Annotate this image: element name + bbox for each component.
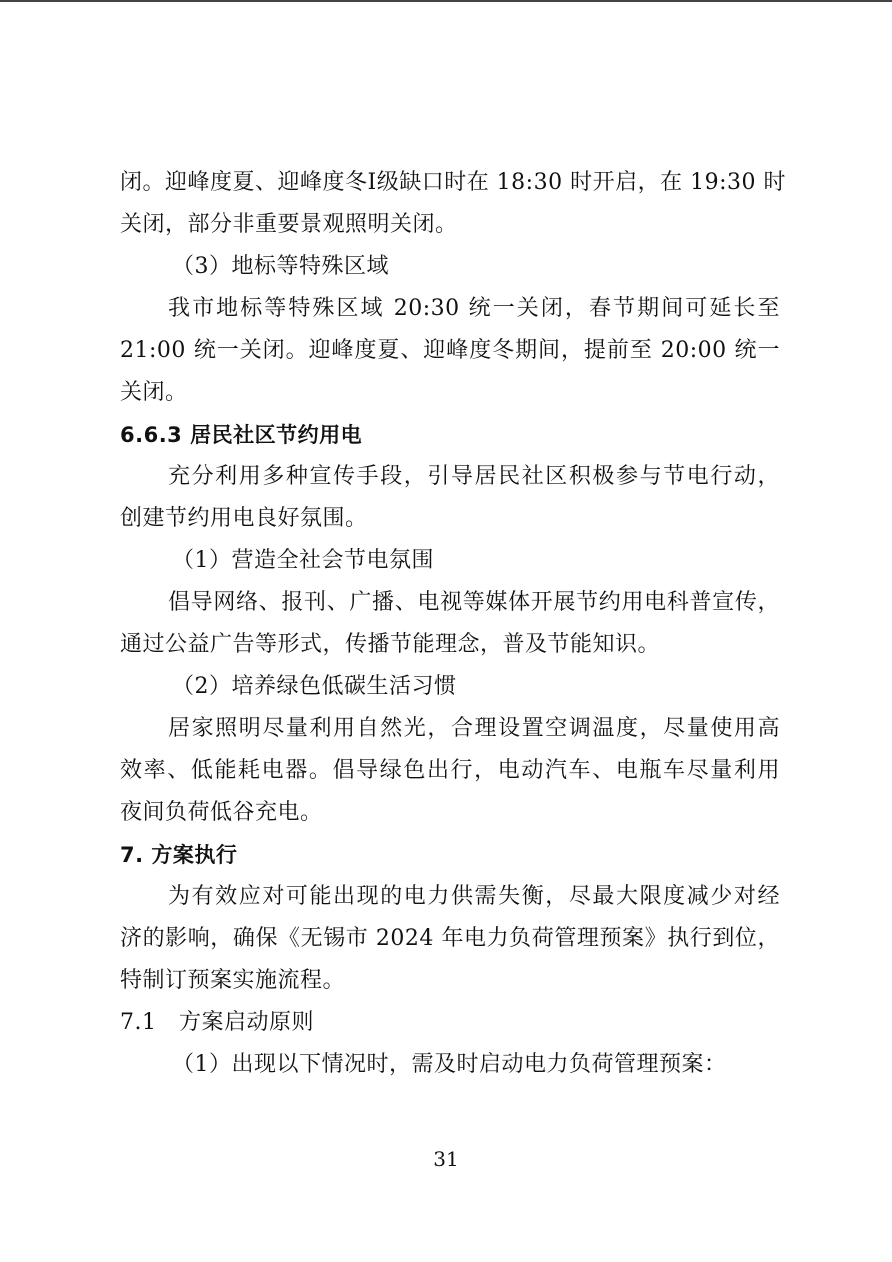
list-heading: （2）培养绿色低碳生活习惯 <box>172 674 457 699</box>
section-heading: 6.6.3 居民社区节约用电 <box>120 423 363 447</box>
body-line: 我市地标等特殊区域 20:30 统一关闭，春节期间可延长至 <box>168 296 780 321</box>
body-line: 创建节约用电良好氛围。 <box>120 506 368 531</box>
section-heading: 7. 方案执行 <box>120 843 238 867</box>
body-line: 济的影响，确保《无锡市 2024 年电力负荷管理预案》执行到位， <box>120 926 780 951</box>
page-top-border <box>0 0 892 2</box>
body-line: 通过公益广告等形式，传播节能理念，普及节能知识。 <box>120 632 661 657</box>
body-line: 充分利用多种宣传手段，引导居民社区积极参与节电行动， <box>168 464 780 489</box>
list-heading: （3）地标等特殊区域 <box>172 254 389 279</box>
body-line: 为有效应对可能出现的电力供需失衡，尽最大限度减少对经 <box>168 884 780 909</box>
body-line: 倡导网络、报刊、广播、电视等媒体开展节约用电科普宣传， <box>168 590 780 615</box>
body-line: 特制订预案实施流程。 <box>120 968 346 993</box>
body-line: 居家照明尽量利用自然光，合理设置空调温度，尽量使用高 <box>168 716 780 741</box>
body-line: 21:00 统一关闭。迎峰度夏、迎峰度冬期间，提前至 20:00 统一 <box>120 338 780 363</box>
body-line: 效率、低能耗电器。倡导绿色出行，电动汽车、电瓶车尽量利用 <box>120 758 780 783</box>
page-number: 31 <box>433 1147 459 1171</box>
body-line: 闭。迎峰度夏、迎峰度冬I级缺口时在 18:30 时开启，在 19:30 时 <box>120 170 786 195</box>
body-line: 夜间负荷低谷充电。 <box>120 800 323 825</box>
subsection-heading: 7.1 方案启动原则 <box>120 1010 314 1035</box>
list-heading: （1）出现以下情况时，需及时启动电力负荷管理预案： <box>172 1052 727 1077</box>
list-heading: （1）营造全社会节电氛围 <box>172 548 434 573</box>
body-line: 关闭。 <box>120 380 188 405</box>
body-line: 关闭，部分非重要景观照明关闭。 <box>120 212 458 237</box>
